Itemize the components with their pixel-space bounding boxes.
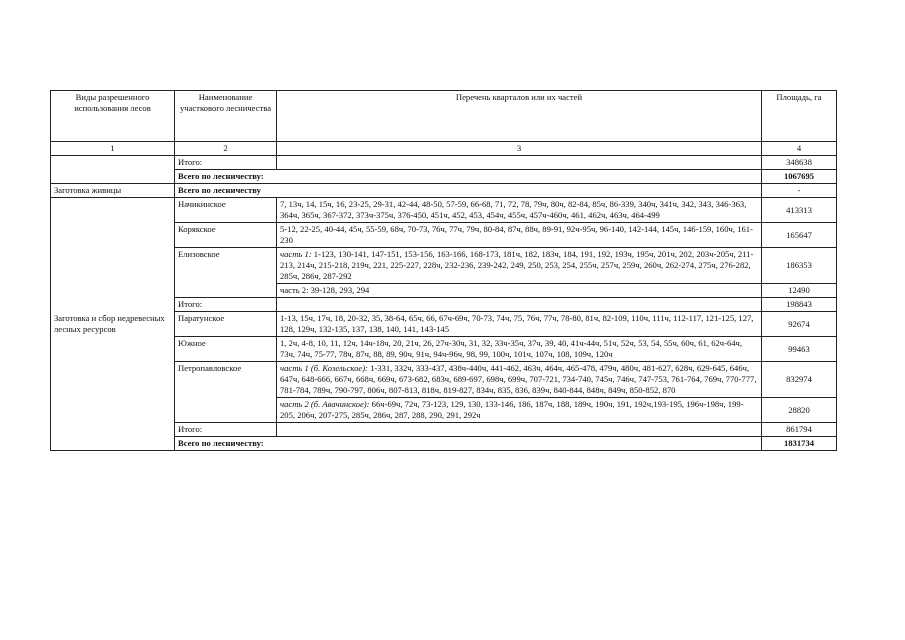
total-label: Всего по лесничеству: <box>175 170 762 184</box>
forestry-name: Петропавловское <box>175 362 277 423</box>
area-value: 186353 <box>762 248 837 284</box>
itogo-area: 198843 <box>762 298 837 312</box>
column-number: 2 <box>175 142 277 156</box>
itogo-label: Итого: <box>175 298 277 312</box>
quarters-list <box>277 398 762 423</box>
column-number: 1 <box>51 142 175 156</box>
header-forestry-name: Наименование участкового лесничества <box>175 91 277 142</box>
use-type-zhivica: Заготовка живицы <box>51 184 175 198</box>
header-use-type: Виды разрешенного использования лесов <box>51 91 175 142</box>
zhivica-row <box>51 184 837 198</box>
area-value: 12490 <box>762 284 837 298</box>
row-nachikinskoe <box>51 198 837 223</box>
total-label: Всего по лесничеству <box>175 184 762 198</box>
quarters-list: 1-13, 15ч, 17ч, 18, 20-32, 35, 38-64, 65ч, 66, 67ч-69ч, 70-73, 74ч, 75, 76ч, 77ч, 78-80, 81ч, 82-109, 110ч, 111ч, 112-117, 121-125, 127, 128, 129ч, 132-135, 137, 138, 140, 141, 143-145 <box>277 312 762 337</box>
header-quarters-list: Перечень кварталов или их частей <box>277 91 762 142</box>
column-number: 4 <box>762 142 837 156</box>
itogo-label: Итого: <box>175 423 277 437</box>
part-quarters: 1-331, 332ч, 333-437, 438ч-440ч, 441-462, 463ч, 464ч, 465-478, 479ч, 480ч, 481-627, 628ч, 629-645, 646ч, 647ч, 648-666, 667ч, 668ч, 669ч, 673-682, 683ч, 689-697, 698ч, 699ч, 707-721, 734-740, 745ч, 746ч, 747-753, 761-764, 769ч, 770-777, 781-784, 789ч, 790-797, 806ч, 807-813, 818ч, 819-827, 834ч, 835, 836, 839ч, 840-844, 848ч, 849ч, 850-852, 870 <box>280 363 757 395</box>
column-number: 3 <box>277 142 762 156</box>
quarters-list <box>277 362 762 398</box>
quarters-list: 7, 13ч, 14, 15ч, 16, 23-25, 29-31, 42-44, 48-50, 57-59, 66-68, 71, 72, 78, 79ч, 80ч, 82-84, 85ч, 86-339, 340ч, 341ч, 342, 343, 346-363, 364ч, 365ч, 367-372, 373ч-375ч, 376-450, 451ч, 452, 453, 454ч, 455ч, 457ч-460ч, 461, 462ч, 463ч, 464-499 <box>277 198 762 223</box>
area-value: 92674 <box>762 312 837 337</box>
area-value: 28820 <box>762 398 837 423</box>
quarters-list <box>277 248 762 284</box>
quarters-list: 1, 2ч, 4-8, 10, 11, 12ч, 14ч-18ч, 20, 21ч, 26, 27ч-30ч, 31, 32, 33ч-35ч, 37ч, 39, 40, 41ч-44ч, 51ч, 52ч, 53, 54, 55ч, 60ч, 61, 62ч-64ч, 73ч, 74ч, 75-77, 78ч, 87ч, 88, 89, 90ч, 91ч, 94ч-96ч, 98, 99, 100ч, 101ч, 107ч, 108, 109ч, 120ч <box>277 337 762 362</box>
header-row <box>51 91 837 142</box>
area-value: 165647 <box>762 223 837 248</box>
total-area: 1067695 <box>762 170 837 184</box>
use-type-nedrevesnye: Заготовка и сбор недревесных лесных ресурсов <box>51 198 175 451</box>
quarters-list: часть 2: 39-128, 293, 294 <box>277 284 762 298</box>
forestry-name: Корякское <box>175 223 277 248</box>
part-quarters: 1-123, 130-141, 147-151, 153-156, 163-166, 168-173, 181ч, 182, 183ч, 184, 191, 192, 193ч, 195ч, 201ч, 202, 203ч-205ч, 211-213, 214ч, 215-218, 219ч, 221, 225-227, 228ч, 232-236, 239-242, 249, 250, 253, 254, 255ч, 257ч, 259ч, 260ч, 262-274, 275ч, 276-282, 285ч, 286ч, 287-292 <box>280 249 754 281</box>
forestry-name: Паратунское <box>175 312 277 337</box>
header-area: Площадь, га <box>762 91 837 142</box>
forestry-name: Начикинское <box>175 198 277 223</box>
forestry-name: Елизовское <box>175 248 277 298</box>
first-group-itogo-row <box>51 156 837 170</box>
forestry-name: Южное <box>175 337 277 362</box>
itogo-label: Итого: <box>175 156 277 170</box>
part-quarters: 66ч-69ч, 72ч, 73-123, 129, 130, 133-146, 186, 187ч, 188, 189ч, 190ч, 191, 192ч,193-195, 196ч-198ч, 199-205, 206ч, 207-275, 285ч, 286ч, 287, 288, 290, 291, 292ч <box>280 399 744 420</box>
total-label: Всего по лесничеству: <box>175 437 762 451</box>
itogo-area: 861794 <box>762 423 837 437</box>
area-value: 413313 <box>762 198 837 223</box>
area-value: 99463 <box>762 337 837 362</box>
column-number-row <box>51 142 837 156</box>
area-value: 832974 <box>762 362 837 398</box>
part-label: часть 2 (б. Авачинское): <box>280 399 370 409</box>
itogo-area: 348638 <box>762 156 837 170</box>
part-label: часть 1: <box>280 249 312 259</box>
total-area: 1831734 <box>762 437 837 451</box>
quarters-list: 5-12, 22-25, 40-44, 45ч, 55-59, 68ч, 70-73, 76ч, 77ч, 79ч, 80-84, 87ч, 88ч, 89-91, 92ч-95ч, 96-140, 142-144, 145ч, 146-159, 160ч, 161-230 <box>277 223 762 248</box>
first-group-use-cell <box>51 156 175 184</box>
total-area: - <box>762 184 837 198</box>
forest-use-table <box>50 90 837 451</box>
part-label: часть 1 (б. Козельское): <box>280 363 368 373</box>
